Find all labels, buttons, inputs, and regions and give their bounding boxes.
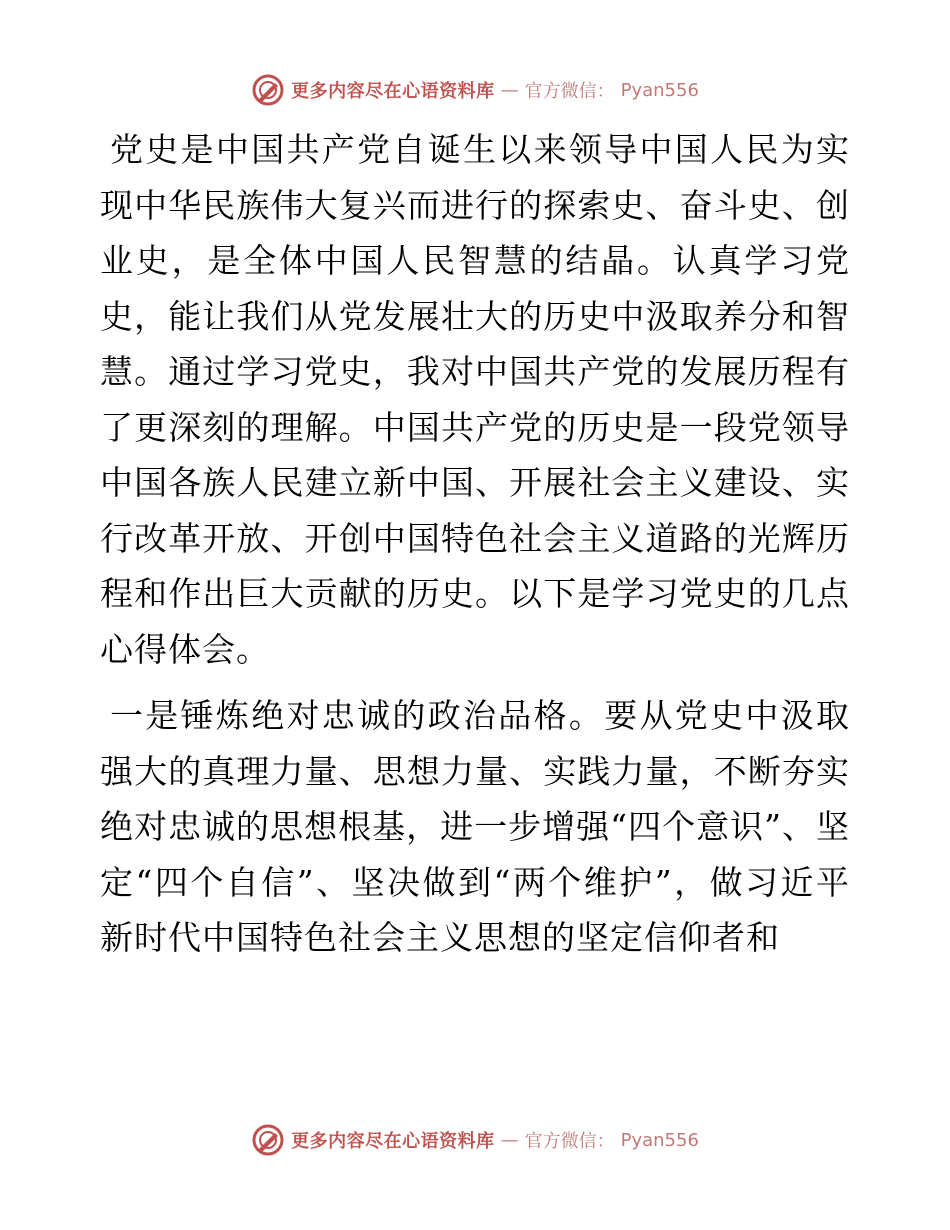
watermark-wechat-label: 官方微信： xyxy=(524,1131,615,1152)
watermark-dash: — xyxy=(500,1129,519,1151)
paragraph-2: 一是锤炼绝对忠诚的政治品格。要从党史中汲取强大的真理力量、思想力量、实践力量，不断夯实绝对忠诚的思想根基，进一步增强“四个意识”、坚定“四个自信”、坚决做到“两个维护”，做习近平新时代中国特色社会主义思想的坚定信仰者和 xyxy=(100,696,850,957)
watermark-wechat-label: 官方微信： xyxy=(524,81,615,102)
watermark-main-text: 更多内容尽在心语资料库 xyxy=(291,1131,495,1152)
pen-logo-icon xyxy=(251,73,285,107)
watermark-dash: — xyxy=(500,79,519,101)
watermark-wechat-id: Pyan556 xyxy=(620,79,699,101)
pen-logo-icon xyxy=(251,1123,285,1157)
header-watermark xyxy=(0,72,950,108)
watermark-wechat-id: Pyan556 xyxy=(620,1129,699,1151)
footer-watermark xyxy=(0,1122,950,1158)
paragraph-1: 党史是中国共产党自诞生以来领导中国人民为实现中华民族伟大复兴而进行的探索史、奋斗史、创业史，是全体中国人民智慧的结晶。认真学习党史，能让我们从党发展壮大的历史中汲取养分和智慧。通过学习党史，我对中国共产党的发展历程有了更深刻的理解。中国共产党的历史是一段党领导中国各族人民建立新中国、开展社会主义建设、实行改革开放、开创中国特色社会主义道路的光辉历程和作出巨大贡献的历史。以下是学习党史的几点心得体会。 xyxy=(100,130,850,669)
document-body xyxy=(100,122,850,966)
watermark-main-text: 更多内容尽在心语资料库 xyxy=(291,81,495,102)
